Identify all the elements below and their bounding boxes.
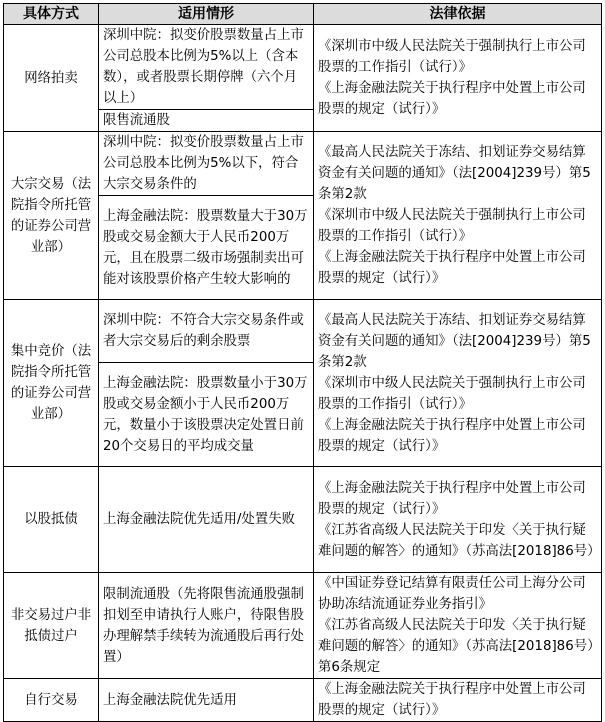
method-cell: 自行交易	[4, 679, 99, 722]
basis-cell	[314, 573, 602, 679]
law-reference: 《深圳市中级人民法院关于强制执行上市公司股票的工作指引（试行）》	[318, 208, 586, 244]
law-reference: 《深圳市中级人民法院关于强制执行上市公司股票的工作指引（试行）》	[318, 375, 586, 412]
basis-cell	[314, 25, 602, 132]
method-cell: 以股抵债	[4, 467, 99, 573]
law-reference: 《最高人民法院关于冻结、扣划证券交易结算资金有关问题的通知》（法[2004]239号）第5条第2款	[318, 145, 591, 202]
header-basis: 法律依据	[314, 4, 602, 25]
law-reference: 《上海金融法院关于执行程序中处置上市公司股票的规定（试行）》	[318, 250, 586, 286]
table-row	[4, 25, 602, 110]
basis-cell	[314, 300, 602, 467]
method-cell: 网络拍卖	[4, 25, 99, 132]
law-reference: 《最高人民法院关于冻结、扣划证券交易结算资金有关问题的通知》（法[2004]239号）第5条第2款	[318, 312, 591, 370]
law-reference: 《上海金融法院关于执行程序中处置上市公司股票的规定（试行）》	[318, 682, 586, 718]
condition-cell: 深圳中院：不符合大宗交易条件或者大宗交易后的剩余股票	[99, 300, 314, 363]
header-row	[4, 4, 602, 25]
condition-cell: 限制流通股（先将限售流通股强制扣划至申请执行人账户，待限售股办理解禁手续转为流通股后再行处置）	[99, 573, 314, 679]
law-reference: 《江苏省高级人民法院关于印发〈关于执行疑难问题的解答〉的通知》（苏高法[2018]86号）	[318, 522, 601, 559]
basis-cell	[314, 132, 602, 300]
table-row	[4, 679, 602, 722]
condition-cell: 上海金融法院优先适用/处置失败	[99, 467, 314, 573]
basis-cell	[314, 467, 602, 573]
law-reference: 《上海金融法院关于执行程序中处置上市公司股票的规定（试行）》	[318, 81, 586, 117]
condition-cell: 上海金融法院：股票数量大于30万股或交易金额大于人民币200万元，且在股票二级市场强制卖出可能对该股票价格产生较大影响的	[99, 196, 314, 300]
method-cell: 大宗交易（法院指令所托管的证券公司营业部）	[4, 132, 99, 300]
header-method: 具体方式	[4, 4, 99, 25]
table-row	[4, 573, 602, 679]
condition-cell: 限售流通股	[99, 110, 314, 132]
condition-cell: 深圳中院：拟变价股票数量占上市公司总股本比例为5%以下，符合大宗交易条件的	[99, 132, 314, 196]
law-reference: 《中国证券登记结算有限责任公司上海分公司协助冻结流通证券业务指引》	[318, 576, 586, 612]
table-row	[4, 467, 602, 573]
table-row	[4, 132, 602, 196]
table-row	[4, 300, 602, 363]
header-conditions: 适用情形	[99, 4, 314, 25]
basis-cell	[314, 679, 602, 722]
condition-cell: 上海金融法院优先适用	[99, 679, 314, 722]
law-reference: 《上海金融法院关于执行程序中处置上市公司股票的规定（试行）》	[318, 417, 586, 454]
method-cell: 非交易过户非抵债过户	[4, 573, 99, 679]
law-reference: 《江苏省高级人民法院关于印发〈关于执行疑难问题的解答〉的通知》（苏高法[2018]86号）第6条规定	[318, 618, 594, 675]
enforcement-methods-table	[3, 3, 602, 722]
condition-cell: 上海金融法院：股票数量小于30万股或交易金额小于人民币200万元，数量小于该股票决定处置日前20个交易日的平均成交量	[99, 363, 314, 467]
law-reference: 《上海金融法院关于执行程序中处置上市公司股票的规定（试行）》	[318, 480, 586, 517]
law-reference: 《深圳市中级人民法院关于强制执行上市公司股票的工作指引（试行）》	[318, 39, 586, 75]
method-cell: 集中竞价（法院指令所托管的证券公司营业部）	[4, 300, 99, 467]
condition-cell: 深圳中院：拟变价股票数量占上市公司总股本比例为5%以上（含本数），或者股票长期停牌（六个月以上）	[99, 25, 314, 110]
